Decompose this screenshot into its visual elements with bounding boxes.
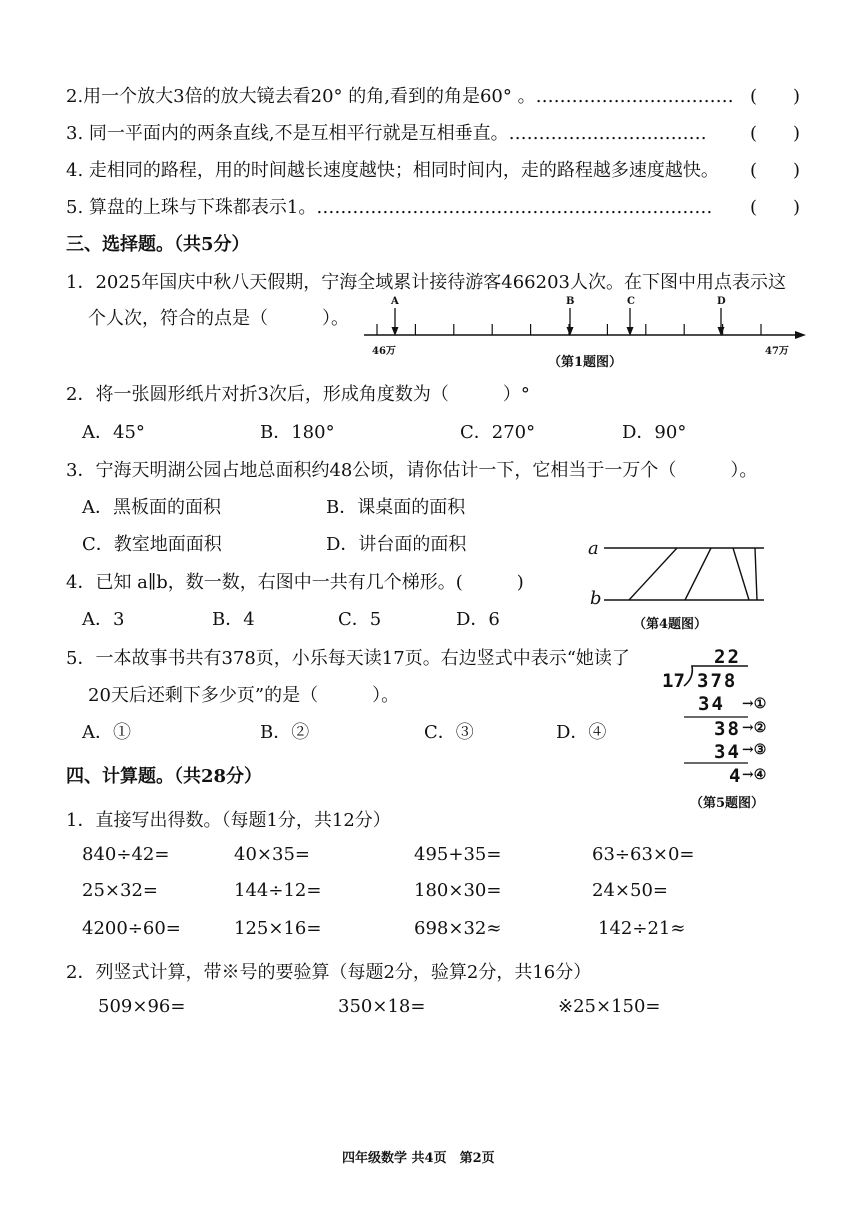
calc-item[interactable]: 125×16= (234, 918, 322, 939)
line-a-label: a (588, 538, 599, 559)
section-title-choice: 三、选择题。（共5分） (66, 234, 250, 255)
calc-item[interactable]: 142÷21≈ (598, 918, 686, 939)
answer-paren[interactable]: ( ) (750, 86, 801, 107)
choice-q4: 4．已知 a∥b，数一数，右图中一共有几个梯形。( ) (66, 572, 524, 593)
figure5-caption: （第5题图） (690, 796, 765, 811)
marker-3: →③ (742, 742, 767, 758)
choice-q3-option-d[interactable]: D．讲台面的面积 (326, 534, 467, 555)
choice-q5-line2: 20天后还剩下多少页”的是（ ）。 (88, 685, 400, 706)
quotient: 22 (714, 646, 741, 668)
calc-item[interactable]: 698×32≈ (414, 918, 502, 939)
choice-q4-option-a[interactable]: A．3 (82, 609, 125, 630)
choice-q2-option-c[interactable]: C．270° (460, 422, 536, 443)
figure1-caption: （第1题图） (548, 355, 623, 370)
answer-paren[interactable]: ( ) (750, 197, 801, 218)
vertical-calc-item[interactable]: ※25×150= (558, 996, 661, 1017)
judge-q5: 5. 算盘的上珠与下珠都表示1。………………………………………………………… (66, 197, 713, 218)
choice-q1-line1: 1．2025年国庆中秋八天假期，宁海全域累计接待游客466203人次。在下图中用点表示这 (66, 272, 786, 293)
point-label-a: A (391, 296, 399, 307)
vertical-calc-item[interactable]: 509×96= (98, 996, 186, 1017)
choice-q5-option-d[interactable]: D．④ (556, 722, 607, 743)
choice-q4-option-d[interactable]: D．6 (456, 609, 500, 630)
number-line-left-label: 46万 (372, 346, 396, 357)
dividend: 378 (697, 670, 738, 692)
section-title-calc: 四、计算题。（共28分） (66, 766, 263, 787)
choice-q3-option-b[interactable]: B．课桌面的面积 (326, 497, 466, 518)
figure4-caption: （第4题图） (633, 617, 708, 632)
calc-item[interactable]: 495+35= (414, 844, 502, 865)
judge-q4: 4. 走相同的路程，用的时间越长速度越快；相同时间内，走的路程越多速度越快。 (66, 160, 719, 181)
calc-item[interactable]: 840÷42= (82, 844, 170, 865)
calc-item[interactable]: 4200÷60= (82, 918, 181, 939)
point-label-b: B (566, 296, 575, 307)
judge-q3: 3. 同一平面内的两条直线,不是互相平行就是互相垂直。…………………………… (66, 123, 707, 144)
choice-q5-option-a[interactable]: A．① (82, 722, 131, 743)
divisor: 17 (662, 670, 685, 692)
judge-q2: 2.用一个放大3倍的放大镜去看20° 的角,看到的角是60° 。…………………………… (66, 86, 734, 107)
vertical-calc-item[interactable]: 350×18= (338, 996, 426, 1017)
choice-q5-line1: 5．一本故事书共有378页，小乐每天读17页。右边竖式中表示“她读了 (66, 648, 630, 669)
division-step-3: 34 (714, 741, 741, 763)
choice-q3-option-a[interactable]: A．黑板面的面积 (82, 497, 221, 518)
line-b-label: b (590, 588, 602, 609)
choice-q4-option-c[interactable]: C．5 (338, 609, 382, 630)
marker-1: →① (742, 696, 767, 712)
choice-q2-option-b[interactable]: B．180° (260, 422, 335, 443)
choice-q5-option-b[interactable]: B．② (260, 722, 310, 743)
choice-q2-option-a[interactable]: A．45° (82, 422, 145, 443)
calc-q2: 2．列竖式计算，带※号的要验算（每题2分，验算2分，共16分） (66, 962, 592, 983)
choice-q5-option-c[interactable]: C．③ (424, 722, 474, 743)
calc-item[interactable]: 25×32= (82, 880, 158, 901)
calc-q1: 1．直接写出得数。（每题1分，共12分） (66, 810, 391, 831)
number-line-right-label: 47万 (765, 346, 789, 357)
division-step-1: 34 (698, 693, 725, 715)
calc-item[interactable]: 24×50= (592, 880, 668, 901)
point-label-d: D (717, 296, 726, 307)
choice-q2-option-d[interactable]: D．90° (622, 422, 687, 443)
answer-paren[interactable]: ( ) (750, 123, 801, 144)
choice-q4-option-b[interactable]: B．4 (212, 609, 255, 630)
choice-q2: 2．将一张圆形纸片对折3次后，形成角度数为（ ）° (66, 384, 530, 405)
answer-paren[interactable]: ( ) (750, 160, 801, 181)
calc-item[interactable]: 180×30= (414, 880, 502, 901)
point-label-c: C (627, 296, 635, 307)
division-remainder: 4 (729, 765, 741, 787)
choice-q3-option-c[interactable]: C．教室地面面积 (82, 534, 222, 555)
calc-item[interactable]: 63÷63×0= (592, 844, 695, 865)
calc-item[interactable]: 144÷12= (234, 880, 322, 901)
choice-q3: 3．宁海天明湖公园占地总面积约48公顷，请你估计一下，它相当于一万个（ ）。 (66, 460, 758, 481)
choice-q1-line2: 个人次，符合的点是（ ）。 (88, 308, 349, 329)
calc-item[interactable]: 40×35= (234, 844, 310, 865)
marker-2: →② (742, 720, 767, 736)
page-footer: 四年级数学 共4页 第2页 (342, 1151, 495, 1166)
division-step-2: 38 (714, 718, 741, 740)
marker-4: →④ (742, 767, 767, 783)
